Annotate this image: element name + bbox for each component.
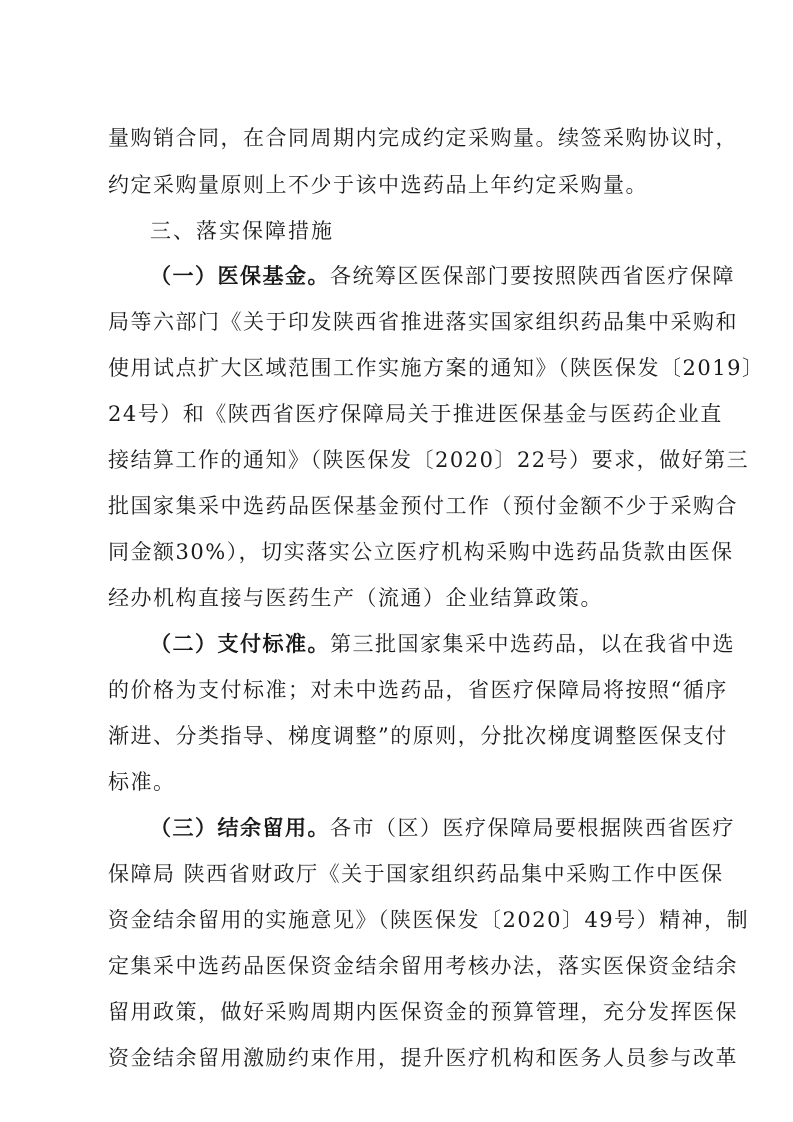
intro-line-1: 量购销合同，在合同周期内完成约定采购量。续签采购协议时， xyxy=(108,126,738,150)
p1-line: 接结算工作的通知》（陕医保发〔2020〕22号）要求，做好第三 xyxy=(108,448,750,472)
p2-first-text: 第三批国家集采中选药品，以在我省中选 xyxy=(330,632,735,656)
p2-line: 的价格为支付标准；对未中选药品，省医疗保障局将按照“循序 xyxy=(108,678,728,702)
p1-title: （一）医保基金。 xyxy=(150,263,330,288)
p3-first-text: 各市（区）医疗保障局要根据陕西省医疗 xyxy=(330,816,735,840)
p1-line: 局等六部门《关于印发陕西省推进落实国家组织药品集中采购和 xyxy=(108,310,738,334)
p1-line: 24号）和《陕西省医疗保障局关于推进医保基金与医药企业直 xyxy=(108,402,723,426)
p1-line: 批国家集采中选药品医保基金预付工作（预付金额不少于采购合 xyxy=(108,494,738,518)
p3-line: 定集采中选药品医保资金结余留用考核办法，落实医保资金结余 xyxy=(108,954,738,978)
p3-line: 资金结余留用的实施意见》（陕医保发〔2020〕49号）精神，制 xyxy=(108,908,750,932)
p1-first-text: 各统筹区医保部门要按照陕西省医疗保障 xyxy=(330,264,735,288)
p3-line: 保障局 陕西省财政厅《关于国家组织药品集中采购工作中医保 xyxy=(108,862,724,886)
p1-line: 经办机构直接与医药生产（流通）企业结算政策。 xyxy=(108,586,603,610)
p2-line: 渐进、分类指导、梯度调整”的原则，分批次梯度调整医保支付 xyxy=(108,724,728,748)
section-heading: 三、落实保障措施 xyxy=(150,219,334,243)
p2-first-line xyxy=(150,629,735,659)
p3-line: 资金结余留用激励约束作用，提升医疗机构和医务人员参与改革 xyxy=(108,1046,738,1070)
p3-title: （三）结余留用。 xyxy=(150,815,330,840)
p3-first-line xyxy=(150,813,735,843)
p2-title: （二）支付标准。 xyxy=(150,631,330,656)
p1-line: 使用试点扩大区域范围工作实施方案的通知》（陕医保发〔2019〕 xyxy=(108,356,765,380)
intro-line-2: 约定采购量原则上不少于该中选药品上年约定采购量。 xyxy=(108,173,648,197)
p2-line: 标准。 xyxy=(108,770,176,794)
p1-line: 同金额30%），切实落实公立医疗机构采购中选药品货款由医保 xyxy=(108,540,734,564)
p1-first-line xyxy=(150,261,735,291)
p3-line: 留用政策，做好采购周期内医保资金的预算管理，充分发挥医保 xyxy=(108,1000,738,1024)
